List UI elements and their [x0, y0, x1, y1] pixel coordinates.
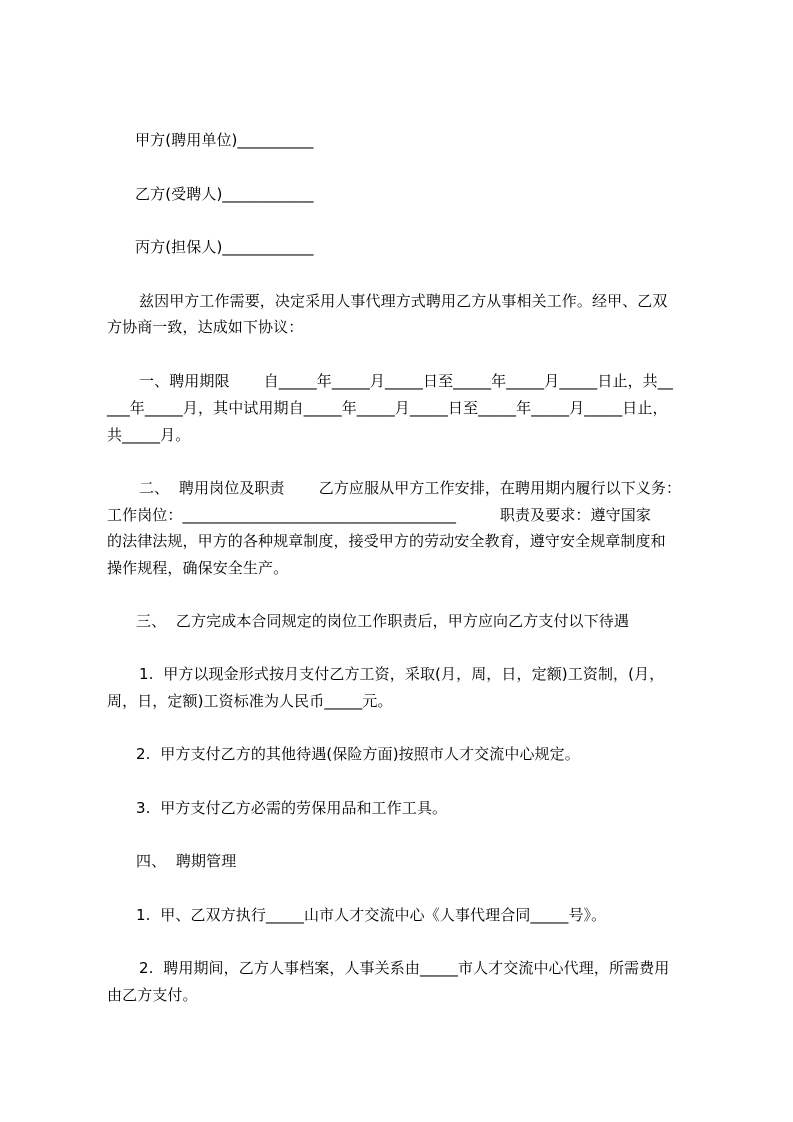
- section2-line-4: 操作规程，确保安全生产。: [107, 559, 289, 577]
- section1-line-3: 共_____月。: [107, 426, 191, 444]
- section2-line-1: 二、 聘用岗位及职责 乙方应服从甲方工作安排，在聘用期内履行以下义务：: [139, 479, 682, 497]
- section3-item1-line-1: 1. 甲方以现金形式按月支付乙方工资，采取(月，周，日，定额)工资制，(月，: [139, 665, 665, 683]
- section2-line-3: 的法律法规，甲方的各种规章制度，接受甲方的劳动安全教育，遵守安全规章制度和: [107, 532, 666, 550]
- intro-line-1: 兹因甲方工作需要，决定采用人事代理方式聘用乙方从事相关工作。经甲、乙双: [139, 292, 668, 310]
- intro-line-2: 方协商一致，达成如下协议：: [107, 318, 304, 336]
- section3-item3: 3. 甲方支付乙方必需的劳保用品和工作工具。: [136, 799, 448, 817]
- party-b-line: 乙方(受聘人)____________: [135, 185, 314, 203]
- section4-item2-line-2: 由乙方支付。: [107, 986, 198, 1004]
- section3-heading: 三、 乙方完成本合同规定的岗位工作职责后，甲方应向乙方支付以下待遇: [136, 612, 629, 630]
- section2-line-2: 工作岗位：____________________________________ 职责及要求：遵守国家: [107, 506, 651, 524]
- party-c-line: 丙方(担保人)____________: [135, 238, 314, 256]
- party-a-line: 甲方(聘用单位)__________: [135, 131, 314, 149]
- section1-line-1: 一、聘用期限 自_____年_____月_____日至_____年_____月_____日止，共__: [139, 372, 673, 390]
- section3-item1-line-2: 周，日，定额)工资标准为人民币_____元。: [107, 692, 393, 710]
- section3-item2: 2. 甲方支付乙方的其他待遇(保险方面)按照市人才交流中心规定。: [136, 745, 580, 763]
- section4-heading: 四、 聘期管理: [136, 852, 237, 870]
- section1-line-2: ___年_____月，其中试用期自_____年_____月_____日至_____年_____月_____日止，: [107, 399, 668, 417]
- section4-item2-line-1: 2. 聘用期间，乙方人事档案，人事关系由_____市人才交流中心代理，所需费用: [139, 959, 670, 977]
- section4-item1: 1. 甲、乙双方执行_____山市人才交流中心《人事代理合同_____号》。: [136, 906, 607, 924]
